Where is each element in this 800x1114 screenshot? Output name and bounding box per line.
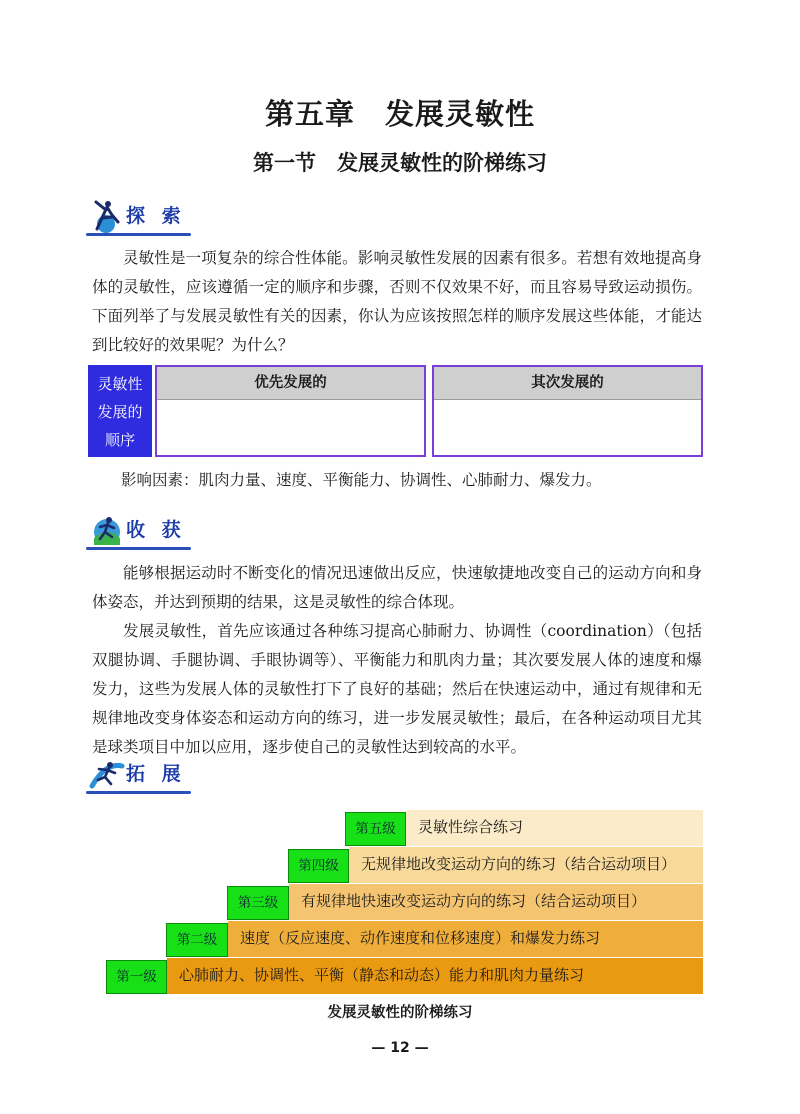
priority-box[interactable] xyxy=(155,365,426,457)
chapter-title: 第五章 发展灵敏性 xyxy=(264,97,535,131)
secondary-box[interactable] xyxy=(432,365,703,457)
explore-paragraph xyxy=(92,244,702,360)
order-label-line-3: 顺序 xyxy=(104,431,135,449)
harvest-underline xyxy=(86,547,191,550)
stair-badge-4: 第四级 xyxy=(288,849,349,883)
harvest-paragraph xyxy=(92,559,702,762)
secondary-header: 其次发展的 xyxy=(434,367,701,400)
expand-heading-label: 拓 展 xyxy=(126,763,186,785)
stair-badge-2: 第二级 xyxy=(166,923,228,957)
sprinter-icon xyxy=(88,756,126,792)
explore-heading xyxy=(86,196,191,240)
stair-badge-3: 第三级 xyxy=(227,886,289,920)
runner-icon xyxy=(88,512,126,548)
order-row-label xyxy=(88,365,152,457)
stair-step-5 xyxy=(406,810,703,846)
order-label-line-2: 发展的 xyxy=(97,403,143,421)
stair-step-2 xyxy=(228,921,703,957)
stair-step-1 xyxy=(167,958,703,994)
expand-heading xyxy=(86,754,191,798)
harvest-text-1: 能够根据运动时不断变化的情况迅速做出反应，快速敏捷地改变自己的运动方向和身体姿态，并达到预期的结果，这是灵敏性的综合体现。 xyxy=(92,564,702,611)
expand-underline xyxy=(86,791,191,794)
order-label-line-1: 灵敏性 xyxy=(97,375,143,393)
stair-text-4: 无规律地改变运动方向的练习（结合运动项目） xyxy=(361,855,677,873)
explore-text: 灵敏性是一项复杂的综合性体能。影响灵敏性发展的因素有很多。若想有效地提高身体的灵敏性，应该遵循一定的顺序和步骤，否则不仅效果不好，而且容易导致运动损伤。下面列举了与发展灵敏性有关的因素，你认为应该按照怎样的顺序发展这些体能，才能达到比较好的效果呢？为什么？ xyxy=(92,249,702,354)
priority-header: 优先发展的 xyxy=(157,367,424,400)
harvest-heading xyxy=(86,510,191,554)
stair-step-3 xyxy=(289,884,703,920)
harvest-heading-label: 收 获 xyxy=(126,519,186,541)
stair-text-1: 心肺耐力、协调性、平衡（静态和动态）能力和肌肉力量练习 xyxy=(179,966,585,984)
stair-text-5: 灵敏性综合练习 xyxy=(418,818,524,836)
harvest-text-2: 发展灵敏性，首先应该通过各种练习提高心肺耐力、协调性（coordination）（包括双腿协调、手腿协调、手眼协调等）、平衡能力和肌肉力量；其次要发展人体的速度和爆发力，这些为发展人体的灵敏性打下了良好的基础；然后在快速运动中，通过有规律和无规律地改变身体姿态和运动方向的练习，进一步发展灵敏性；最后，在各种运动项目尤其是球类项目中加以应用，逐步使自己的灵敏性达到较高的水平。 xyxy=(92,622,702,756)
explore-heading-label: 探 索 xyxy=(126,205,186,227)
stair-badge-5: 第五级 xyxy=(345,812,406,846)
stair-step-4 xyxy=(349,847,703,883)
stair-text-3: 有规律地快速改变运动方向的练习（结合运动项目） xyxy=(301,892,647,910)
stair-badge-1: 第一级 xyxy=(106,960,167,994)
stair-text-2: 速度（反应速度、动作速度和位移速度）和爆发力练习 xyxy=(240,929,601,947)
explore-underline xyxy=(86,233,191,236)
factors-text: 影响因素：肌肉力量、速度、平衡能力、协调性、心肺耐力、爆发力。 xyxy=(121,471,602,489)
section-title: 第一节 发展灵敏性的阶梯练习 xyxy=(253,151,547,175)
staircase-caption: 发展灵敏性的阶梯练习 xyxy=(327,1005,473,1021)
page-number: — 12 — xyxy=(371,1040,429,1056)
gymnast-icon xyxy=(88,198,126,234)
